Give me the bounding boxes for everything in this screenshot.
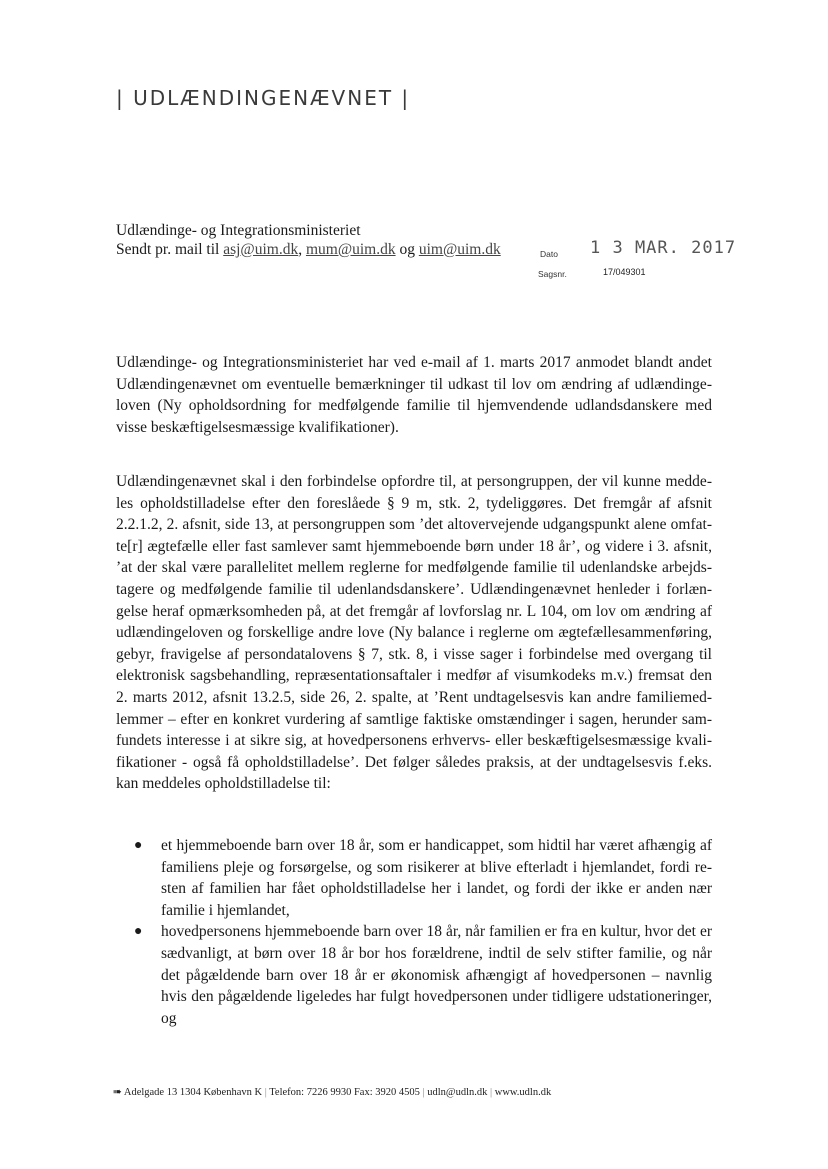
- list-item: [116, 835, 712, 921]
- paragraph-intro: Udlændinge- og Integrationsministeriet har ved e-mail af 1. marts 2017 anmodet blandt andet Udlændingenævnet om eventuelle bemærkninger til udkast til lov om ændring af udlændingeloven (Ny opholdsordning for medfølgende familie til hjemvendende udlandsdanskere med visse beskæftigelsesmæssige kvalifikationer).: [116, 354, 712, 436]
- sent-by-mail-text: Sendt pr. mail til: [116, 241, 224, 258]
- udlaendingenaevnet-logo: | UDLÆNDINGENÆVNET |: [116, 86, 411, 110]
- email-link-uim[interactable]: uim@uim.dk: [418, 241, 501, 258]
- footer-separator: |: [490, 1087, 493, 1098]
- and-text: og: [395, 241, 419, 258]
- footer-address: Adelgade 13 1304 København K: [123, 1087, 263, 1098]
- arrow-icon: ➠: [113, 1087, 122, 1098]
- comma-separator: ,: [298, 241, 306, 258]
- recipient-block: [116, 221, 501, 259]
- list-item: [116, 921, 712, 1029]
- footer-website[interactable]: www.udln.dk: [494, 1087, 552, 1098]
- footer-separator: |: [422, 1087, 425, 1098]
- bullet-icon: ●: [134, 924, 143, 940]
- list-item-text: hovedpersonens hjemmeboende barn over 18 år, når familien er fra en kultur, hvor det er sædvanligt, at børn over 18 år bor hos forældrene, indtil de selv stifter familie, og når det pågældende barn over 18 år er økonomisk afhængigt af hovedpersonen – navnlig hvis den pågældende ligeledes har fulgt hovedpersonen under tidligere udstationeringer, og: [161, 923, 712, 1027]
- recipient-email-line: [116, 240, 501, 259]
- footer-email[interactable]: udln@udln.dk: [427, 1087, 488, 1098]
- date-label: Dato: [540, 249, 558, 259]
- case-number-label: Sagsnr.: [538, 269, 567, 279]
- footer-phone: Telefon: 7226 9930 Fax: 3920 4505: [269, 1087, 420, 1098]
- footer: [113, 1086, 551, 1098]
- footer-separator: |: [264, 1087, 267, 1098]
- list-item-text: et hjemmeboende barn over 18 år, som er handicappet, som hidtil har været afhængig af familiens pleje og forsørgelse, og som risikerer at blive efterladt i hjemlandet, fordi resten af familien har fået opholdstilladelse her i landet, og fordi der ikke er anden nær familie i hjemlandet,: [161, 837, 712, 919]
- email-link-asj[interactable]: asj@uim.dk: [223, 241, 299, 258]
- date-stamp: 1 3 MAR. 2017: [590, 238, 737, 258]
- email-link-mum[interactable]: mum@uim.dk: [305, 241, 396, 258]
- bullet-icon: ●: [134, 838, 143, 853]
- bullet-list: [116, 835, 712, 1029]
- paragraph-main: Udlændingenævnet skal i den forbindelse opfordre til, at persongruppen, der vil kunne meddeles opholdstilladelse efter den foreslåede § 9 m, stk. 2, tydeliggøres. Det fremgår af afsnit 2.2.1.2, 2. afsnit, side 13, at persongruppen som ’det altovervejende udgangspunkt alene omfatte[r] ægtefælle eller fast samlever samt hjemmeboende børn under 18 år’, og videre i 3. afsnit, ’at der skal være parallelitet mellem reglerne for medfølgende familie til udenlandske arbejdstagere og medfølgende familie til udenlandsdanskere’. Udlændingenævnet henleder i forlængelse heraf opmærksomheden på, at det fremgår af lovforslag nr. L 104, om lov om ændring af udlændingeloven og forskellige andre love (Ny balance i reglerne om ægtefællesammenføring, gebyr, fravigelse af persondatalovens § 7, stk. 8, i visse sager i forbindelse med overgang til elektronisk sagsbehandling, repræsentationsaftaler i medfør af visumkodeks m.v.) fremsat den 2. marts 2012, afsnit 13.2.5, side 26, 2. spalte, at ’Rent undtagelsesvis kan andre familiemedlemmer – efter en konkret vurdering af samtlige faktiske omstændinger i sagen, herunder samfundets interesse i at sikre sig, at hovedpersonens erhvervs- eller beskæftigelsesmæssige kvalifikationer - også få opholdstilladelse’. Det følger således praksis, at der undtagelsesvis f.eks. kan meddeles opholdstilladelse til:: [116, 473, 712, 793]
- case-number: 17/049301: [603, 267, 646, 277]
- recipient-name: Udlændinge- og Integrationsministeriet: [116, 222, 361, 239]
